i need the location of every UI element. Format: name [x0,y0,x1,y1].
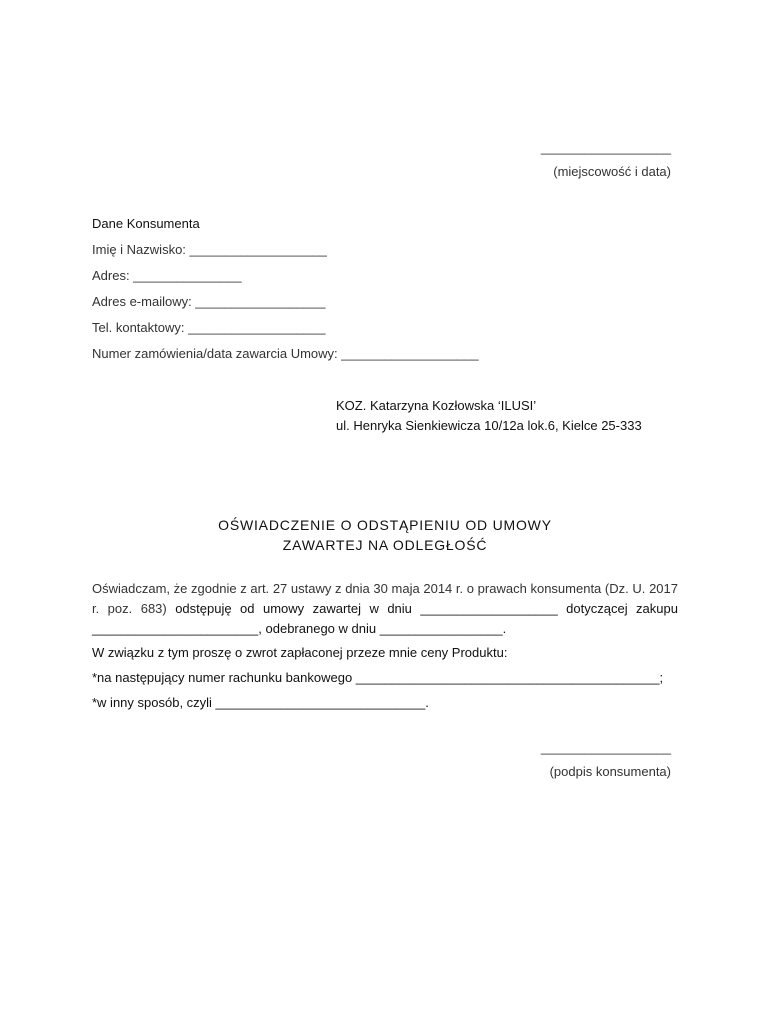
refund-option-bank: *na następujący numer rachunku bankowego __________________________________________; [92,670,664,685]
document-title-line2: ZAWARTEJ NA ODLEGŁOŚĆ [282,537,488,553]
document-title-line1: OŚWIADCZENIE O ODSTĄPIENIU OD UMOWY [218,517,552,533]
consumer-name-field: Imię i Nazwisko: ___________________ [92,242,327,257]
signature-label: (podpis konsumenta) [549,764,671,779]
consumer-address-field: Adres: _______________ [92,268,242,283]
recipient-name: KOZ. Katarzyna Kozłowska ‘ILUSI’ [336,398,537,413]
refund-option-other: *w inny sposób, czyli _____________________________. [92,695,429,710]
refund-request: W związku z tym proszę o zwrot zapłaconej przeze mnie ceny Produktu: [92,645,508,660]
consumer-heading: Dane Konsumenta [92,216,200,231]
signature-line: __________________ [540,740,671,755]
place-date-line: __________________ [540,140,671,155]
consumer-order-field: Numer zamówienia/data zawarcia Umowy: ___________________ [92,346,479,361]
place-date-label: (miejscowość i data) [553,164,671,179]
consumer-phone-field: Tel. kontaktowy: ___________________ [92,320,326,335]
declaration-paragraph [92,579,678,639]
recipient-address: ul. Henryka Sienkiewicza 10/12a lok.6, Kielce 25-333 [336,418,642,433]
consumer-email-field: Adres e-mailowy: __________________ [92,294,326,309]
declaration-intro: Oświadczam, że zgodnie z art. 27 ustawy z dnia 30 maja 2014 r. o prawach konsumenta (Dz. U. 2017 r. poz. 683) [92,581,678,616]
declaration-withdraw: odstępuję od umowy zawartej w dniu ___________________ dotyczącej zakupu _______________________, odebranego w dniu _________________. [92,601,678,636]
